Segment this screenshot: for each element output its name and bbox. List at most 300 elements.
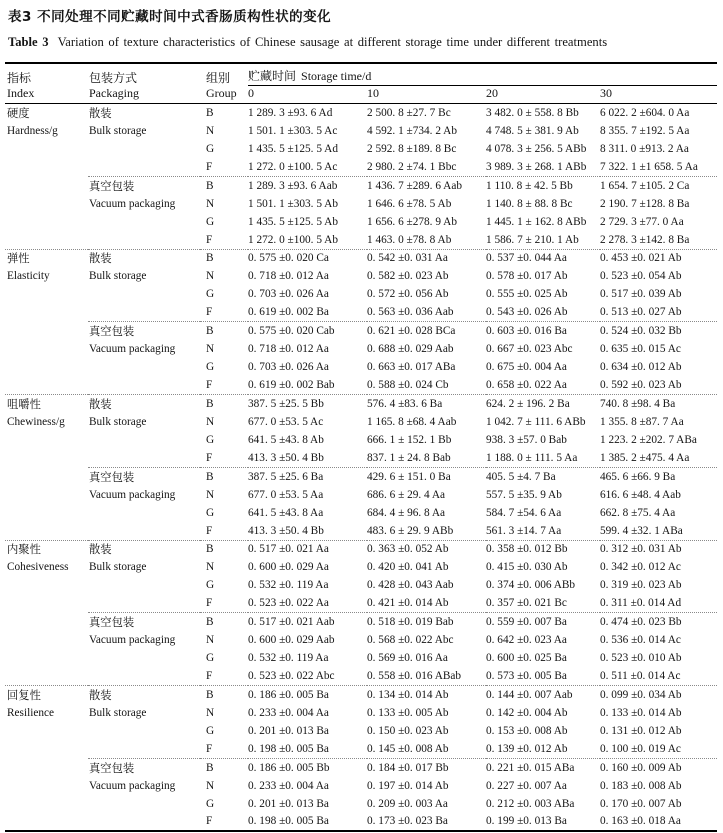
cell-value: 0. 718 ±0. 012 Aa (248, 270, 329, 283)
cell-value: 0. 163 ±0. 018 Aa (600, 815, 681, 828)
index-label (5, 431, 88, 449)
table-row (5, 104, 717, 122)
header-group-zh: 组别 (206, 70, 231, 85)
cell-value: 0. 675 ±0. 004 Aa (486, 361, 567, 374)
texture-data-table (5, 62, 717, 832)
table-row (5, 158, 717, 176)
table-row (5, 413, 717, 431)
packaging-label (88, 649, 200, 667)
index-label: Hardness/g (7, 124, 58, 137)
cell-value: 1 501. 1 ±303. 5 Ab (248, 197, 338, 210)
index-label (5, 504, 88, 522)
group-label: G (206, 797, 215, 810)
cell-value: 0. 144 ±0. 007 Aab (486, 686, 600, 704)
group-label: N (206, 124, 215, 137)
cell-value: 0. 635 ±0. 015 Ac (600, 343, 681, 356)
cell-value: 0. 667 ±0. 023 Abc (486, 343, 573, 356)
packaging-label: 真空包装 (88, 613, 200, 631)
packaging-label (88, 376, 200, 394)
table-row (5, 686, 717, 704)
cell-value: 1 289. 3 ±93. 6 Ad (248, 106, 333, 119)
cell-value: 0. 603 ±0. 016 Ba (486, 322, 600, 340)
cell-value: 0. 150 ±0. 023 Ab (367, 724, 449, 737)
packaging-label (88, 667, 200, 685)
cell-value: 641. 5 ±43. 8 Ab (248, 433, 324, 446)
cell-value: 0. 428 ±0. 043 Aab (367, 579, 454, 592)
cell-value: 0. 099 ±0. 034 Ab (600, 686, 717, 704)
cell-value: 0. 358 ±0. 012 Bb (486, 540, 600, 558)
cell-value: 0. 578 ±0. 017 Ab (486, 270, 568, 283)
cell-value: 0. 621 ±0. 028 BCa (367, 322, 486, 340)
table-row (5, 304, 717, 322)
cell-value: 0. 133 ±0. 014 Ab (600, 706, 682, 719)
index-label (5, 740, 88, 758)
cell-value: 0. 703 ±0. 026 Aa (248, 288, 329, 301)
table-row (5, 285, 717, 303)
cell-value: 0. 227 ±0. 007 Aa (486, 779, 567, 792)
cell-value: 0. 718 ±0. 012 Aa (248, 343, 329, 356)
cell-value: 0. 642 ±0. 023 Aa (486, 634, 567, 647)
cell-value: 0. 184 ±0. 017 Bb (367, 758, 486, 776)
cell-value: 1 272. 0 ±100. 5 Ab (248, 233, 338, 246)
group-label: G (206, 361, 215, 374)
table-row (5, 376, 717, 394)
cell-value: 557. 5 ±35. 9 Ab (486, 488, 562, 501)
cell-value: 584. 7 ±54. 6 Aa (486, 506, 562, 519)
index-label: 弹性 (5, 249, 88, 267)
cell-value: 0. 212 ±0. 003 ABa (486, 797, 575, 810)
table-row (5, 722, 717, 740)
cell-value: 0. 197 ±0. 014 Ab (367, 779, 449, 792)
index-label (5, 158, 88, 176)
cell-value: 0. 186 ±0. 005 Ba (248, 686, 367, 704)
group-label: B (200, 249, 248, 267)
packaging-label: Vacuum packaging (89, 779, 176, 792)
index-label (5, 722, 88, 740)
group-label: N (206, 270, 215, 283)
table-row (5, 231, 717, 249)
packaging-label: Vacuum packaging (89, 488, 176, 501)
header-storage-time (248, 63, 717, 86)
packaging-label: Vacuum packaging (89, 634, 176, 647)
cell-value: 837. 1 ± 24. 8 Bab (367, 451, 451, 464)
header-index-zh: 指标 (7, 70, 32, 85)
group-label: N (206, 197, 215, 210)
index-label: 硬度 (7, 107, 30, 120)
group-label: F (206, 670, 213, 683)
cell-value: 1 654. 7 ±105. 2 Ca (600, 176, 717, 194)
table-row (5, 776, 717, 794)
cell-value: 1 586. 7 ± 210. 1 Ab (486, 233, 579, 246)
cell-value: 0. 563 ±0. 036 Aab (367, 306, 454, 319)
cell-value: 0. 186 ±0. 005 Bb (248, 758, 367, 776)
table-title-en-text: Variation of texture characteristics of Chinese sausage at different storage time under different treatments (57, 35, 608, 49)
cell-value: 0. 511 ±0. 014 Ac (600, 670, 681, 683)
cell-value: 0. 542 ±0. 031 Aa (367, 249, 486, 267)
table-body (5, 104, 717, 832)
cell-value: 0. 518 ±0. 019 Bab (367, 613, 486, 631)
cell-value: 0. 658 ±0. 022 Aa (486, 379, 567, 392)
group-label: G (206, 724, 215, 737)
packaging-label: 真空包装 (88, 467, 200, 485)
cell-value: 0. 524 ±0. 032 Bb (600, 322, 717, 340)
packaging-label: 散装 (88, 686, 200, 704)
packaging-label: 真空包装 (88, 176, 200, 194)
table-row (5, 631, 717, 649)
cell-value: 1 188. 0 ± 111. 5 Aa (486, 451, 578, 464)
header-storage-time-zh: 贮藏时间 (248, 69, 297, 83)
table-row (5, 758, 717, 776)
packaging-label: 真空包装 (88, 322, 200, 340)
cell-value: 0. 532 ±0. 119 Aa (248, 579, 329, 592)
index-label: Resilience (7, 706, 55, 719)
cell-value: 0. 233 ±0. 004 Aa (248, 779, 329, 792)
cell-value: 0. 523 ±0. 054 Ab (600, 270, 682, 283)
index-label (5, 649, 88, 667)
cell-value: 0. 558 ±0. 016 ABab (367, 670, 462, 683)
packaging-label (88, 722, 200, 740)
index-label (5, 194, 88, 212)
index-label: 回复性 (5, 686, 88, 704)
packaging-label (88, 795, 200, 813)
cell-value: 1 501. 1 ±303. 5 Ac (248, 124, 338, 137)
group-label: B (200, 322, 248, 340)
index-label (5, 213, 88, 231)
index-label (5, 813, 88, 831)
cell-value: 0. 415 ±0. 030 Ab (486, 561, 568, 574)
cell-value: 1 042. 7 ± 111. 6 ABb (486, 415, 586, 428)
packaging-label (88, 304, 200, 322)
cell-value: 0. 201 ±0. 013 Ba (248, 797, 329, 810)
cell-value: 561. 3 ±14. 7 Aa (486, 524, 562, 537)
cell-value: 0. 145 ±0. 008 Ab (367, 742, 449, 755)
cell-value: 1 385. 2 ±475. 4 Aa (600, 451, 690, 464)
cell-value: 0. 198 ±0. 005 Ba (248, 815, 329, 828)
index-label (5, 376, 88, 394)
cell-value: 0. 703 ±0. 026 Aa (248, 361, 329, 374)
cell-value: 1 355. 8 ±87. 7 Aa (600, 415, 684, 428)
cell-value: 0. 532 ±0. 119 Aa (248, 652, 329, 665)
group-label: N (206, 561, 215, 574)
cell-value: 686. 6 ± 29. 4 Aa (367, 488, 446, 501)
group-label: N (206, 779, 215, 792)
index-label (5, 595, 88, 613)
cell-value: 0. 363 ±0. 052 Ab (367, 540, 486, 558)
header-time-30: 30 (600, 86, 717, 104)
index-label (5, 613, 88, 631)
cell-value: 0. 569 ±0. 016 Aa (367, 652, 448, 665)
cell-value: 0. 573 ±0. 005 Ba (486, 670, 567, 683)
index-label (5, 285, 88, 303)
header-storage-time-en: Storage time/d (301, 69, 372, 83)
cell-value: 0. 555 ±0. 025 Ab (486, 288, 568, 301)
cell-value: 1 223. 2 ±202. 7 ABa (600, 433, 697, 446)
index-label (5, 758, 88, 776)
cell-value: 0. 517 ±0. 039 Ab (600, 288, 682, 301)
cell-value: 0. 543 ±0. 026 Ab (486, 306, 568, 319)
packaging-label (88, 449, 200, 467)
cell-value: 576. 4 ±83. 6 Ba (367, 395, 486, 413)
packaging-label (88, 431, 200, 449)
cell-value: 0. 600 ±0. 025 Ba (486, 652, 567, 665)
group-label: B (200, 467, 248, 485)
cell-value: 0. 453 ±0. 021 Ab (600, 249, 717, 267)
packaging-label: 真空包装 (88, 758, 200, 776)
cell-value: 0. 688 ±0. 029 Aab (367, 343, 454, 356)
cell-value: 0. 663 ±0. 017 ABa (367, 361, 456, 374)
packaging-label: 散装 (88, 395, 200, 413)
table-row (5, 467, 717, 485)
table-row (5, 322, 717, 340)
index-label (5, 449, 88, 467)
packaging-label: 散装 (88, 540, 200, 558)
group-label: G (206, 579, 215, 592)
group-label: F (206, 160, 213, 173)
group-label: N (206, 488, 215, 501)
table-row (5, 576, 717, 594)
cell-value: 0. 312 ±0. 031 Ab (600, 540, 717, 558)
cell-value: 666. 1 ± 152. 1 Bb (367, 433, 452, 446)
table-title-en-label: Table 3 (8, 35, 49, 49)
table-row (5, 194, 717, 212)
cell-value: 2 278. 3 ±142. 8 Ba (600, 233, 690, 246)
group-label: F (206, 233, 213, 246)
cell-value: 1 110. 8 ± 42. 5 Bb (486, 176, 600, 194)
table-title-zh: 表3 不同处理不同贮藏时间中式香肠质构性状的变化 (8, 9, 332, 25)
cell-value: 387. 5 ±25. 5 Bb (248, 395, 367, 413)
cell-value: 0. 342 ±0. 012 Ac (600, 561, 681, 574)
cell-value: 2 592. 8 ±189. 8 Bc (367, 142, 457, 155)
index-label (5, 176, 88, 194)
table-row (5, 485, 717, 503)
index-label (5, 485, 88, 503)
cell-value: 1 435. 5 ±125. 5 Ab (248, 215, 338, 228)
cell-value: 1 140. 8 ± 88. 8 Bc (486, 197, 573, 210)
packaging-label (88, 522, 200, 540)
index-label (5, 522, 88, 540)
group-label: B (200, 540, 248, 558)
cell-value: 6 022. 2 ±604. 0 Aa (600, 106, 690, 119)
header-packaging-en: Packaging (88, 86, 200, 104)
cell-value: 0. 619 ±0. 002 Bab (248, 379, 335, 392)
packaging-label (88, 158, 200, 176)
cell-value: 0. 523 ±0. 022 Abc (248, 670, 335, 683)
packaging-label: 散装 (88, 249, 200, 267)
table-row (5, 667, 717, 685)
cell-value: 2 729. 3 ±77. 0 Aa (600, 215, 684, 228)
cell-value: 0. 572 ±0. 056 Ab (367, 288, 449, 301)
index-label (5, 776, 88, 794)
group-label: N (206, 415, 215, 428)
cell-value: 0. 131 ±0. 012 Ab (600, 724, 682, 737)
table-title-en (8, 34, 718, 50)
index-label (5, 467, 88, 485)
cell-value: 616. 6 ±48. 4 Aab (600, 488, 681, 501)
index-label (5, 631, 88, 649)
table-row (5, 267, 717, 285)
cell-value: 7 322. 1 ±1 658. 5 Aa (600, 160, 698, 173)
group-label: G (206, 433, 215, 446)
cell-value: 3 482. 0 ± 558. 8 Bb (486, 106, 579, 119)
cell-value: 0. 517 ±0. 021 Aa (248, 540, 367, 558)
cell-value: 0. 198 ±0. 005 Ba (248, 742, 329, 755)
cell-value: 0. 134 ±0. 014 Ab (367, 686, 486, 704)
cell-value: 1 435. 5 ±125. 5 Ad (248, 142, 338, 155)
cell-value: 1 656. 6 ±278. 9 Ab (367, 215, 457, 228)
group-label: F (206, 597, 213, 610)
group-label: F (206, 815, 213, 828)
index-label: Elasticity (7, 270, 50, 283)
cell-value: 0. 100 ±0. 019 Ac (600, 742, 681, 755)
header-row-en (5, 86, 717, 104)
cell-value: 387. 5 ±25. 6 Ba (248, 467, 367, 485)
cell-value: 0. 209 ±0. 003 Aa (367, 797, 448, 810)
group-label: F (206, 742, 213, 755)
packaging-label (88, 140, 200, 158)
table-row (5, 558, 717, 576)
packaging-label (88, 213, 200, 231)
group-label: N (206, 706, 215, 719)
cell-value: 1 165. 8 ±68. 4 Aab (367, 415, 457, 428)
cell-value: 413. 3 ±50. 4 Bb (248, 451, 324, 464)
cell-value: 0. 357 ±0. 021 Bc (486, 597, 567, 610)
table-row (5, 522, 717, 540)
cell-value: 0. 201 ±0. 013 Ba (248, 724, 329, 737)
index-label (5, 231, 88, 249)
group-label: F (206, 379, 213, 392)
packaging-label: Bulk storage (89, 561, 147, 574)
cell-value: 0. 474 ±0. 023 Bb (600, 613, 717, 631)
cell-value: 0. 536 ±0. 014 Ac (600, 634, 681, 647)
table-row (5, 176, 717, 194)
cell-value: 0. 221 ±0. 015 ABa (486, 758, 600, 776)
cell-value: 8 355. 7 ±192. 5 Aa (600, 124, 690, 137)
table-row (5, 213, 717, 231)
index-label (5, 576, 88, 594)
cell-value: 0. 559 ±0. 007 Ba (486, 613, 600, 631)
group-label: B (206, 106, 214, 119)
cell-value: 0. 173 ±0. 023 Ba (367, 815, 448, 828)
cell-value: 0. 421 ±0. 014 Ab (367, 597, 449, 610)
header-row-zh (5, 63, 717, 86)
packaging-label: 散装 (89, 107, 112, 120)
group-label: G (206, 288, 215, 301)
header-packaging-zh: 包装方式 (89, 70, 138, 85)
cell-value: 641. 5 ±43. 8 Aa (248, 506, 324, 519)
cell-value: 0. 183 ±0. 008 Ab (600, 779, 682, 792)
index-label (5, 140, 88, 158)
cell-value: 4 078. 3 ± 256. 5 ABb (486, 142, 587, 155)
packaging-label: Bulk storage (89, 124, 147, 137)
cell-value: 677. 0 ±53. 5 Aa (248, 488, 324, 501)
cell-value: 405. 5 ±4. 7 Ba (486, 467, 600, 485)
cell-value: 2 500. 8 ±27. 7 Bc (367, 106, 451, 119)
cell-value: 0. 517 ±0. 021 Aab (248, 613, 367, 631)
group-label: F (206, 451, 213, 464)
group-label: B (200, 395, 248, 413)
cell-value: 0. 600 ±0. 029 Aab (248, 634, 335, 647)
cell-value: 0. 311 ±0. 014 Ad (600, 597, 682, 610)
cell-value: 740. 8 ±98. 4 Ba (600, 395, 717, 413)
cell-value: 684. 4 ± 96. 8 Aa (367, 506, 446, 519)
group-label: F (206, 524, 213, 537)
cell-value: 0. 142 ±0. 004 Ab (486, 706, 568, 719)
cell-value: 8 311. 0 ±913. 2 Aa (600, 142, 689, 155)
table-row (5, 649, 717, 667)
cell-value: 662. 8 ±75. 4 Aa (600, 506, 676, 519)
group-label: B (200, 613, 248, 631)
index-label (5, 358, 88, 376)
packaging-label (88, 285, 200, 303)
cell-value: 599. 4 ±32. 1 ABa (600, 524, 683, 537)
cell-value: 0. 575 ±0. 020 Ca (248, 249, 367, 267)
cell-value: 0. 233 ±0. 004 Aa (248, 706, 329, 719)
cell-value: 0. 634 ±0. 012 Ab (600, 361, 682, 374)
header-group-en: Group (200, 86, 248, 104)
cell-value: 1 436. 7 ±289. 6 Aab (367, 176, 486, 194)
packaging-label (88, 740, 200, 758)
table-row (5, 140, 717, 158)
table-row (5, 249, 717, 267)
cell-value: 938. 3 ±57. 0 Bab (486, 433, 567, 446)
cell-value: 0. 568 ±0. 022 Abc (367, 634, 454, 647)
group-label: G (206, 142, 215, 155)
cell-value: 413. 3 ±50. 4 Bb (248, 524, 324, 537)
table-row (5, 540, 717, 558)
cell-value: 465. 6 ±66. 9 Ba (600, 467, 717, 485)
cell-value: 0. 160 ±0. 009 Ab (600, 758, 717, 776)
group-label: N (206, 634, 215, 647)
cell-value: 677. 0 ±53. 5 Ac (248, 415, 324, 428)
cell-value: 2 980. 2 ±74. 1 Bbc (367, 160, 457, 173)
cell-value: 0. 523 ±0. 022 Aa (248, 597, 329, 610)
cell-value: 1 272. 0 ±100. 5 Ac (248, 160, 338, 173)
cell-value: 0. 619 ±0. 002 Ba (248, 306, 329, 319)
cell-value: 0. 133 ±0. 005 Ab (367, 706, 449, 719)
group-label: B (200, 176, 248, 194)
index-label (5, 667, 88, 685)
packaging-label (88, 813, 200, 831)
group-label: F (206, 306, 213, 319)
cell-value: 4 592. 1 ±734. 2 Ab (367, 124, 457, 137)
cell-value: 0. 588 ±0. 024 Cb (367, 379, 449, 392)
cell-value: 0. 374 ±0. 006 ABb (486, 579, 576, 592)
table-row (5, 740, 717, 758)
cell-value: 0. 523 ±0. 010 Ab (600, 652, 682, 665)
packaging-label: Bulk storage (89, 270, 147, 283)
cell-value: 0. 582 ±0. 023 Ab (367, 270, 449, 283)
cell-value: 4 748. 5 ± 381. 9 Ab (486, 124, 579, 137)
table-row (5, 340, 717, 358)
index-label: Cohesiveness (7, 561, 69, 574)
index-label: Chewiness/g (7, 415, 65, 428)
packaging-label (88, 231, 200, 249)
table-row (5, 613, 717, 631)
packaging-label: Vacuum packaging (89, 197, 176, 210)
cell-value: 483. 6 ± 29. 9 ABb (367, 524, 454, 537)
table-row (5, 395, 717, 413)
cell-value: 0. 592 ±0. 023 Ab (600, 379, 682, 392)
cell-value: 0. 600 ±0. 029 Aa (248, 561, 329, 574)
cell-value: 1 445. 1 ± 162. 8 ABb (486, 215, 587, 228)
index-label (5, 304, 88, 322)
cell-value: 0. 513 ±0. 027 Ab (600, 306, 682, 319)
cell-value: 1 289. 3 ±93. 6 Aab (248, 176, 367, 194)
packaging-label (88, 595, 200, 613)
index-label (5, 340, 88, 358)
group-label: G (206, 506, 215, 519)
cell-value: 0. 139 ±0. 012 Ab (486, 742, 568, 755)
